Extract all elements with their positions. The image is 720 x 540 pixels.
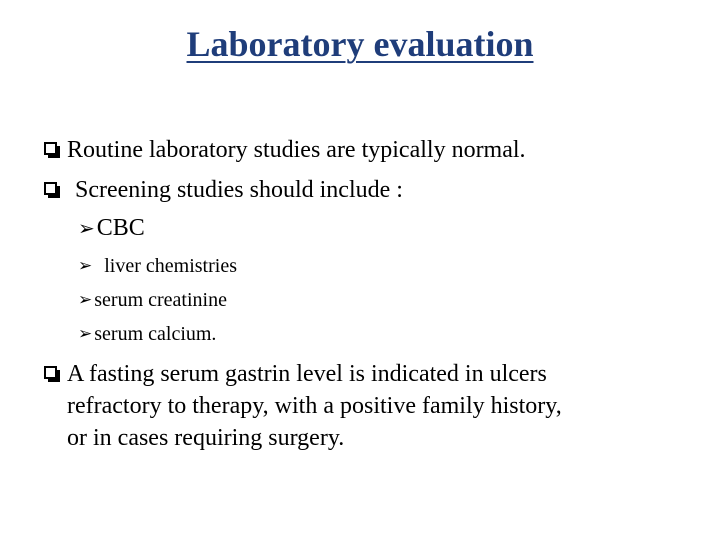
arrow-bullet-icon: ➢ xyxy=(78,290,93,310)
square-bullet-icon xyxy=(44,182,57,195)
square-bullet-icon xyxy=(44,142,57,155)
arrow-bullet-icon: ➢ xyxy=(78,216,95,240)
sub-bullet-text: liver chemistries xyxy=(104,255,237,277)
sub-bullet-cbc xyxy=(78,212,145,244)
bullet-text: Screening studies should include : xyxy=(75,177,403,203)
arrow-bullet-icon: ➢ xyxy=(78,324,93,344)
bullet-text-line: or in cases requiring surgery. xyxy=(67,425,345,451)
sub-bullet-text: serum creatinine xyxy=(94,289,227,311)
bullet-text: Routine laboratory studies are typically normal. xyxy=(67,137,526,163)
bullet-item-screening-studies xyxy=(44,174,684,206)
sub-bullet-liver-chemistries xyxy=(78,252,237,280)
sub-bullet-serum-calcium xyxy=(78,320,216,348)
sub-bullet-text: CBC xyxy=(96,215,145,241)
sub-bullet-serum-creatinine xyxy=(78,286,227,314)
bullet-text-block xyxy=(67,358,562,454)
bullet-text-line: A fasting serum gastrin level is indicated in ulcers xyxy=(67,361,547,387)
bullet-item-fasting-gastrin xyxy=(44,358,684,454)
bullet-text-line: refractory to therapy, with a positive family history, xyxy=(67,393,562,419)
sub-bullet-text: serum calcium. xyxy=(94,323,217,345)
slide-title: Laboratory evaluation xyxy=(186,24,534,64)
arrow-bullet-icon: ➢ xyxy=(78,256,93,276)
square-bullet-icon xyxy=(44,366,57,379)
bullet-item-routine-studies xyxy=(44,134,684,166)
